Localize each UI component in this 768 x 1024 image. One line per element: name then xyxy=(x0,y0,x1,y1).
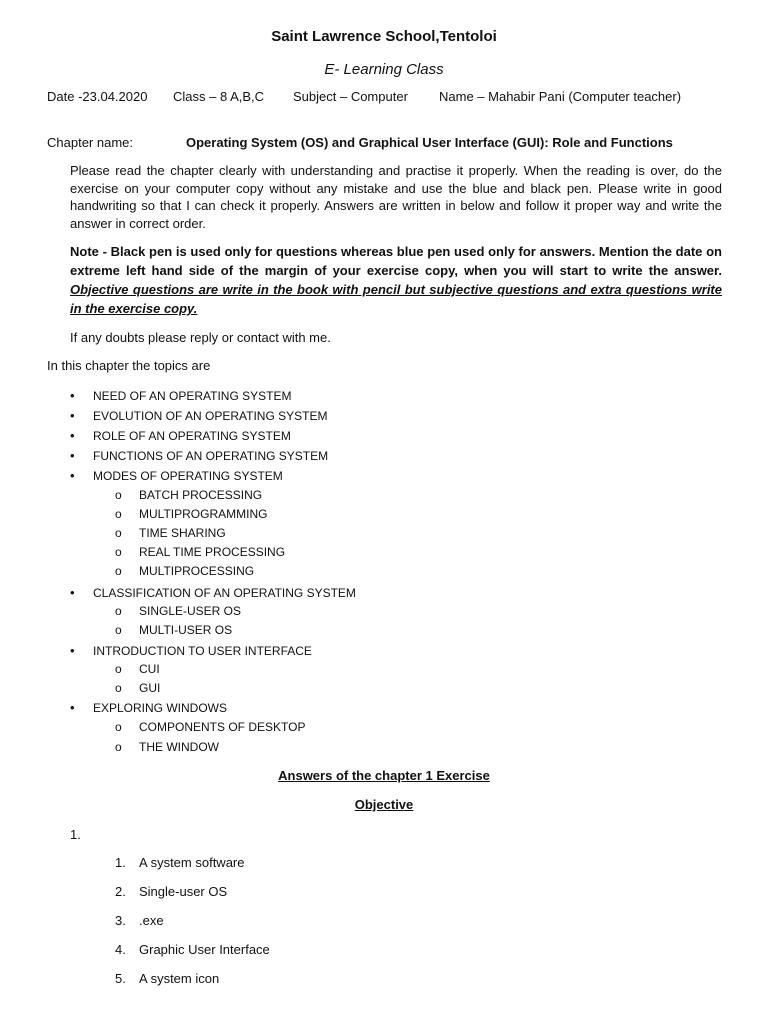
chapter-title: Operating System (OS) and Graphical User Interface (GUI): Role and Functions xyxy=(186,135,673,150)
elearning-subtitle: E- Learning Class xyxy=(324,61,444,78)
topic-item: • NEED OF AN OPERATING SYSTEM xyxy=(70,388,292,403)
topic-item: • ROLE OF AN OPERATING SYSTEM xyxy=(70,428,291,443)
answer-item: 5. A system icon xyxy=(115,971,220,986)
date-text: Date -23.04.2020 xyxy=(47,89,148,104)
circle-bullet-icon: o xyxy=(115,604,122,618)
circle-bullet-icon: o xyxy=(115,681,122,695)
info-row xyxy=(47,89,681,104)
subtopic-item: o MULTI-USER OS xyxy=(115,623,233,637)
answer-item: 2. Single-user OS xyxy=(115,884,228,899)
topic-item: • FUNCTIONS OF AN OPERATING SYSTEM xyxy=(70,448,329,463)
doubts-text: If any doubts please reply or contact with me. xyxy=(70,330,331,345)
bullet-icon: • xyxy=(70,408,75,423)
circle-bullet-icon: o xyxy=(115,526,122,540)
subtopic-item: o BATCH PROCESSING xyxy=(115,488,263,502)
answer-item: 1. A system software xyxy=(115,855,245,870)
circle-bullet-icon: o xyxy=(115,623,122,637)
bullet-icon: • xyxy=(70,448,75,463)
subtopic-item: o THE WINDOW xyxy=(115,740,219,754)
bullet-icon: • xyxy=(70,585,75,600)
subtopic-item: o CUI xyxy=(115,662,160,676)
subtopic-item: o TIME SHARING xyxy=(115,526,226,540)
subtopic-item: o REAL TIME PROCESSING xyxy=(115,545,286,559)
topics-intro: In this chapter the topics are xyxy=(47,358,211,373)
topic-item: • INTRODUCTION TO USER INTERFACE xyxy=(70,643,312,658)
bullet-icon: • xyxy=(70,388,75,403)
note-emphasis: Objective questions are write in the book with pencil but subjective questions and extra questions write in the exercise copy. xyxy=(70,282,722,316)
objective-heading: Objective xyxy=(354,797,414,812)
circle-bullet-icon: o xyxy=(115,507,122,521)
subtopic-item: o MULTIPROGRAMMING xyxy=(115,507,268,521)
circle-bullet-icon: o xyxy=(115,564,122,578)
subtopic-item: o COMPONENTS OF DESKTOP xyxy=(115,720,306,734)
subtopic-item: o MULTIPROCESSING xyxy=(115,564,255,578)
note-text: Note - Black pen is used only for questions whereas blue pen used only for answers. Mention the date on extreme left hand side of the margin of your exercise copy, when you will start to write the answer. xyxy=(70,244,722,278)
chapter-label: Chapter name: xyxy=(47,135,133,150)
circle-bullet-icon: o xyxy=(115,720,122,734)
note-paragraph xyxy=(70,242,722,318)
bullet-icon: • xyxy=(70,468,75,483)
topic-item: • EVOLUTION OF AN OPERATING SYSTEM xyxy=(70,408,328,423)
circle-bullet-icon: o xyxy=(115,740,122,754)
topic-item: • MODES OF OPERATING SYSTEM xyxy=(70,468,283,483)
answers-heading: Answers of the chapter 1 Exercise xyxy=(278,768,490,783)
instruction-paragraph: Please read the chapter clearly with understanding and practise it properly. When the reading is over, do the exercise on your computer copy without any mistake and use the blue and black pen. Please write in good handwriting so that I can check it properly. Answers are written in below and follow it proper way and write the answer in correct order. xyxy=(70,163,722,231)
bullet-icon: • xyxy=(70,428,75,443)
circle-bullet-icon: o xyxy=(115,662,122,676)
teacher-name: Name – Mahabir Pani (Computer teacher) xyxy=(439,89,682,104)
subject-text: Subject – Computer xyxy=(293,89,408,104)
question-number: 1. xyxy=(70,827,81,842)
bullet-icon: • xyxy=(70,643,75,658)
topic-item: • CLASSIFICATION OF AN OPERATING SYSTEM xyxy=(70,585,356,600)
school-name: Saint Lawrence School,Tentoloi xyxy=(271,28,497,45)
answer-item: 4. Graphic User Interface xyxy=(115,942,270,957)
class-text: Class – 8 A,B,C xyxy=(173,89,265,104)
circle-bullet-icon: o xyxy=(115,545,122,559)
subtopic-item: o SINGLE-USER OS xyxy=(115,604,242,618)
subtopic-item: o GUI xyxy=(115,681,161,695)
circle-bullet-icon: o xyxy=(115,488,122,502)
topic-item: • EXPLORING WINDOWS xyxy=(70,700,228,715)
answer-item: 3. .exe xyxy=(115,913,164,928)
bullet-icon: • xyxy=(70,700,75,715)
